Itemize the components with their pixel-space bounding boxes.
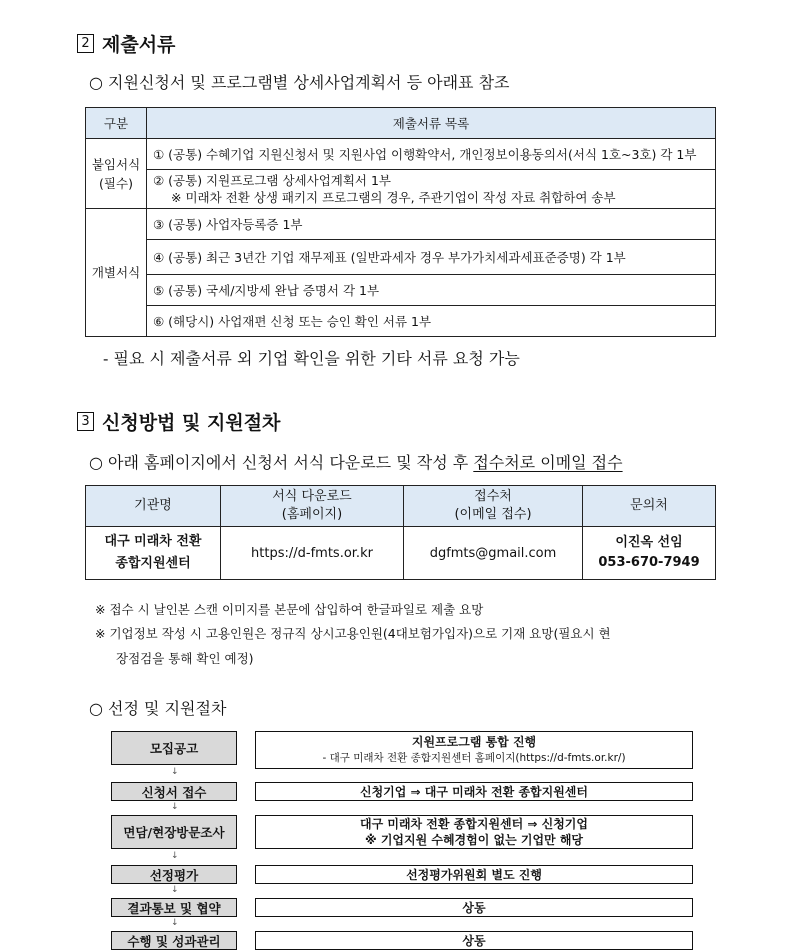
section-number-box: 2 xyxy=(77,34,94,53)
section-title: 신청방법 및 지원절차 xyxy=(102,412,281,434)
flow-bullet: ○ 선정 및 지원절차 xyxy=(89,699,227,718)
org-name xyxy=(86,527,221,580)
flow-desc xyxy=(255,865,693,884)
table-row: ⑤ (공통) 국세/지방세 완납 증명서 각 1부 xyxy=(147,275,716,306)
arrow-down-icon: ↓ xyxy=(171,802,179,812)
contact-name: 이진옥 선임 xyxy=(615,535,683,550)
flow-desc-sub: - 대구 미래차 전환 종합지원센터 홈페이지(https://d-fmts.or.kr/) xyxy=(322,752,626,764)
category-required xyxy=(86,139,147,209)
flow-step: 신청서 접수 xyxy=(111,782,237,801)
website-link[interactable]: https://d-fmts.or.kr xyxy=(221,527,404,580)
header-line: (이메일 접수) xyxy=(454,507,532,522)
flow-step: 수행 및 성과관리 xyxy=(111,931,237,950)
item-note: ※ 미래차 전환 상생 패키지 프로그램의 경우, 주관기업이 작성 자료 취합하여 송부 xyxy=(171,190,616,205)
flow-desc xyxy=(255,782,693,801)
table-row: ③ (공통) 사업자등록증 1부 xyxy=(147,209,716,240)
table-row: ④ (공통) 최근 3년간 기업 재무제표 (일반과세자 경우 부가가치세과세표준증명) 각 1부 xyxy=(147,240,716,275)
flow-desc xyxy=(255,898,693,917)
item-text: ② (공통) 지원프로그램 상세사업계획서 1부 xyxy=(153,173,392,188)
category-sublabel: (필수) xyxy=(99,175,133,191)
section-3-bullet xyxy=(89,450,623,473)
section-2-bullet: ○ 지원신청서 및 프로그램별 상세사업계획서 등 아래표 참조 xyxy=(89,73,510,92)
flow-step: 선정평가 xyxy=(111,865,237,884)
table-header-category: 구분 xyxy=(86,108,147,139)
flow-step: 면담/현장방문조사 xyxy=(111,815,237,849)
flow-desc-main: 상동 xyxy=(462,900,486,915)
flow-desc xyxy=(255,815,693,849)
bullet-underlined-text: 접수처로 이메일 접수 xyxy=(473,453,623,472)
category-label: 붙임서식 xyxy=(91,156,141,172)
section-3-heading xyxy=(77,408,280,435)
section-2-footnote: - 필요 시 제출서류 외 기업 확인을 위한 기타 서류 요청 가능 xyxy=(103,349,520,368)
section-number-box: 3 xyxy=(77,412,94,431)
arrow-down-icon: ↓ xyxy=(171,851,179,861)
arrow-down-icon: ↓ xyxy=(171,767,179,777)
header-line: 서식 다운로드 xyxy=(272,489,352,504)
category-individual: 개별서식 xyxy=(86,209,147,337)
org-name-line: 대구 미래차 전환 xyxy=(104,534,202,549)
flow-desc-main: 지원프로그램 통합 진행 xyxy=(411,735,537,749)
flow-desc-main: 선정평가위원회 별도 진행 xyxy=(406,867,542,882)
flow-desc-main: 신청기업 ⇒ 대구 미래차 전환 종합지원센터 xyxy=(359,784,588,799)
section-2-heading xyxy=(77,30,175,57)
header-line: (홈페이지) xyxy=(281,507,343,522)
flow-desc-sub: ※ 기업지원 수혜경험이 없는 기업만 해당 xyxy=(364,833,584,847)
note-1: ※ 접수 시 날인본 스캔 이미지를 본문에 삽입하여 한글파일로 제출 요망 xyxy=(95,602,484,617)
note-2-continued: 장점검을 통해 확인 예정) xyxy=(116,651,254,666)
flow-step: 모집공고 xyxy=(111,731,237,765)
contact-phone: 053-670-7949 xyxy=(598,555,700,570)
org-name-line: 종합지원센터 xyxy=(115,556,191,571)
table-row: ① (공통) 수혜기업 지원신청서 및 지원사업 이행확약서, 개인정보이용동의서(서식 1호~3호) 각 1부 xyxy=(147,139,716,170)
table-header-download xyxy=(221,486,404,527)
email-link[interactable]: dgfmts@gmail.com xyxy=(404,527,583,580)
contact-info xyxy=(583,527,716,580)
flow-desc-main: 대구 미래차 전환 종합지원센터 ⇒ 신청기업 xyxy=(359,817,588,831)
documents-table xyxy=(85,107,716,337)
note-2: ※ 기업정보 작성 시 고용인원은 정규직 상시고용인원(4대보험가입자)으로 기재 요망(필요시 현 xyxy=(95,626,611,641)
table-header-receipt xyxy=(404,486,583,527)
header-line: 접수처 xyxy=(474,489,512,504)
table-row xyxy=(147,170,716,209)
table-header-list: 제출서류 목록 xyxy=(147,108,716,139)
arrow-down-icon: ↓ xyxy=(171,918,179,928)
section-title: 제출서류 xyxy=(102,34,176,56)
table-header-org: 기관명 xyxy=(86,486,221,527)
flow-desc-main: 상동 xyxy=(462,933,486,948)
flow-desc xyxy=(255,931,693,950)
application-table xyxy=(85,485,716,580)
table-row: ⑥ (해당시) 사업재편 신청 또는 승인 확인 서류 1부 xyxy=(147,306,716,337)
bullet-text: ○ 아래 홈페이지에서 신청서 서식 다운로드 및 작성 후 xyxy=(89,453,474,472)
flow-desc xyxy=(255,731,693,769)
flow-step: 결과통보 및 협약 xyxy=(111,898,237,917)
table-header-contact: 문의처 xyxy=(583,486,716,527)
arrow-down-icon: ↓ xyxy=(171,885,179,895)
